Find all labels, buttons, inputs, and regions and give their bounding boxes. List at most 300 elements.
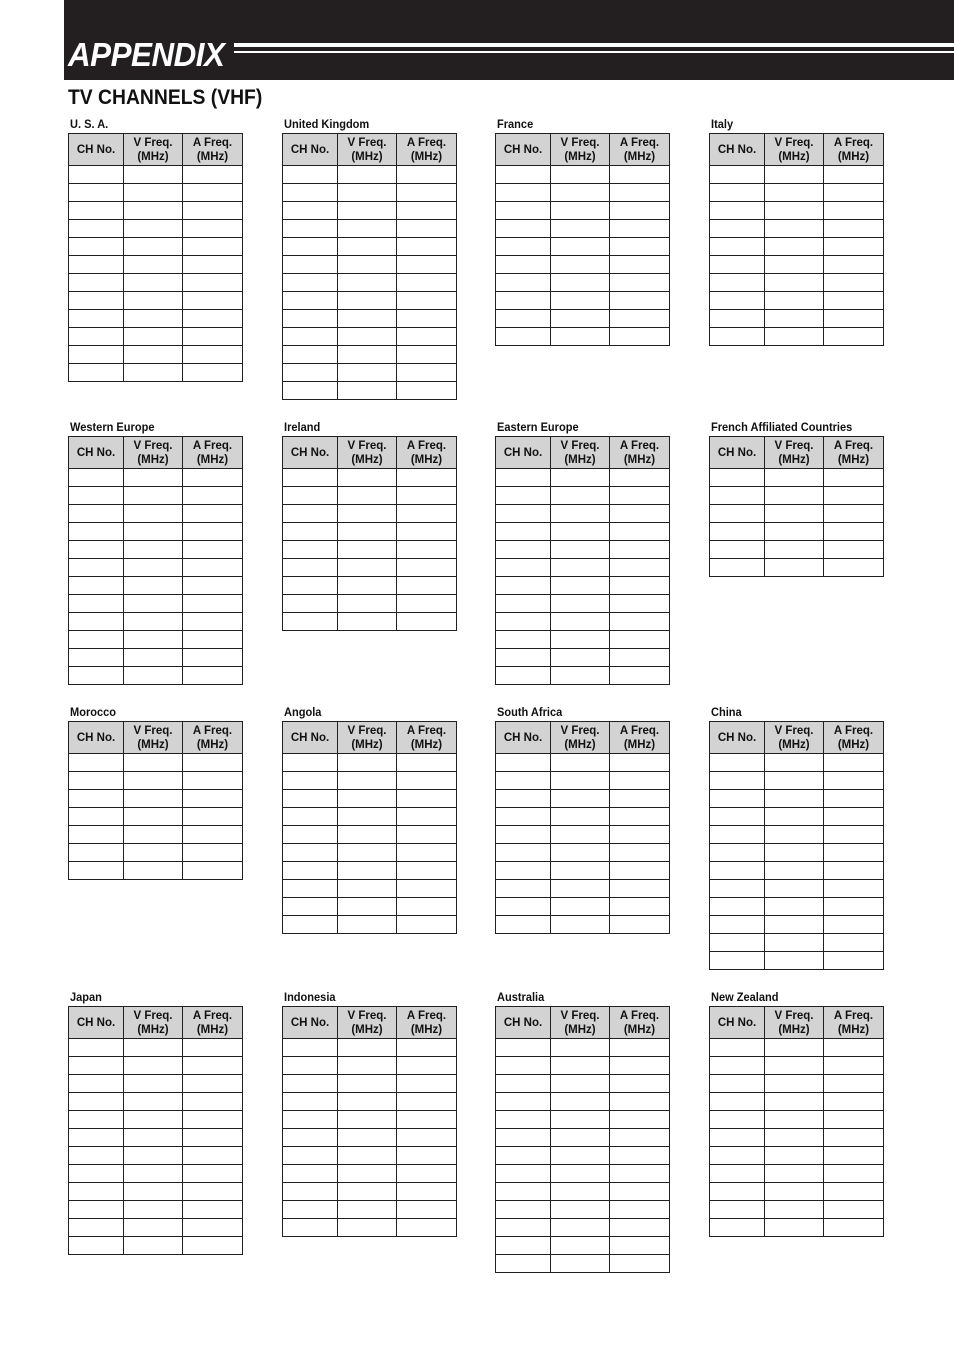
table-row [496, 1039, 670, 1057]
a-freq-cell [183, 631, 243, 649]
a-freq-cell [183, 577, 243, 595]
table-row [69, 772, 243, 790]
ch-no-cell [69, 505, 124, 523]
a-freq-cell [183, 364, 243, 382]
a-freq-cell [397, 541, 457, 559]
v-freq-cell [124, 559, 183, 577]
a-freq-cell [610, 292, 670, 310]
v-freq-header: V Freq. (MHz) [551, 722, 610, 754]
ch-no-cell [69, 166, 124, 184]
table-row [496, 754, 670, 772]
table-row [496, 1219, 670, 1237]
a-freq-cell [397, 238, 457, 256]
v-freq-cell [338, 382, 397, 400]
a-freq-cell [610, 1237, 670, 1255]
table-row [710, 202, 884, 220]
table-row [710, 220, 884, 238]
table-row [496, 1075, 670, 1093]
a-freq-cell [824, 184, 884, 202]
ch-no-cell [496, 844, 551, 862]
country-name: Italy [711, 117, 734, 131]
ch-no-cell [496, 1129, 551, 1147]
table-row [710, 808, 884, 826]
ch-no-cell [69, 1165, 124, 1183]
v-freq-cell [338, 274, 397, 292]
a-freq-cell [397, 1165, 457, 1183]
ch-no-cell [496, 523, 551, 541]
ch-no-cell [283, 577, 338, 595]
ch-no-cell [69, 364, 124, 382]
a-freq-header: A Freq. (MHz) [397, 134, 457, 166]
ch-no-cell [710, 844, 765, 862]
a-freq-cell [824, 772, 884, 790]
v-freq-cell [124, 862, 183, 880]
a-freq-cell [397, 826, 457, 844]
v-freq-cell [338, 166, 397, 184]
a-freq-cell [183, 559, 243, 577]
ch-no-cell [283, 790, 338, 808]
table-row [496, 790, 670, 808]
a-freq-cell [183, 772, 243, 790]
ch-no-header: CH No. [283, 1007, 338, 1039]
v-freq-cell [338, 1039, 397, 1057]
table-row [69, 577, 243, 595]
a-freq-cell [183, 667, 243, 685]
country-table-block [282, 117, 456, 400]
a-freq-cell [397, 772, 457, 790]
table-row [283, 523, 457, 541]
v-freq-cell [551, 577, 610, 595]
ch-no-cell [496, 1111, 551, 1129]
ch-no-cell [283, 1201, 338, 1219]
ch-no-cell [496, 328, 551, 346]
v-freq-header: V Freq. (MHz) [338, 1007, 397, 1039]
ch-no-cell [496, 1147, 551, 1165]
table-header-row [710, 437, 884, 469]
v-freq-cell [765, 952, 824, 970]
a-freq-cell [824, 1093, 884, 1111]
v-freq-cell [338, 541, 397, 559]
v-freq-cell [338, 754, 397, 772]
v-freq-header: V Freq. (MHz) [551, 1007, 610, 1039]
a-freq-cell [183, 256, 243, 274]
v-freq-cell [124, 754, 183, 772]
table-row [710, 1129, 884, 1147]
ch-no-cell [283, 862, 338, 880]
v-freq-header: V Freq. (MHz) [765, 134, 824, 166]
v-freq-cell [338, 1219, 397, 1237]
a-freq-cell [183, 862, 243, 880]
table-row [283, 382, 457, 400]
a-freq-header: A Freq. (MHz) [824, 437, 884, 469]
ch-no-cell [283, 505, 338, 523]
country-name: Japan [70, 990, 102, 1004]
a-freq-cell [183, 1093, 243, 1111]
table-row [283, 220, 457, 238]
table-row [710, 184, 884, 202]
table-row [710, 1039, 884, 1057]
a-freq-cell [610, 559, 670, 577]
ch-no-cell [69, 1183, 124, 1201]
a-freq-cell [183, 469, 243, 487]
ch-no-cell [69, 328, 124, 346]
a-freq-cell [610, 790, 670, 808]
ch-no-cell [496, 238, 551, 256]
ch-no-cell [496, 184, 551, 202]
ch-no-cell [496, 1219, 551, 1237]
a-freq-cell [397, 274, 457, 292]
v-freq-cell [338, 880, 397, 898]
v-freq-cell [551, 469, 610, 487]
v-freq-cell [765, 772, 824, 790]
v-freq-cell [124, 808, 183, 826]
ch-no-cell [69, 631, 124, 649]
a-freq-cell [610, 595, 670, 613]
table-row [496, 880, 670, 898]
ch-no-cell [69, 826, 124, 844]
v-freq-header: V Freq. (MHz) [124, 437, 183, 469]
ch-no-cell [496, 487, 551, 505]
v-freq-cell [551, 505, 610, 523]
a-freq-cell [610, 1183, 670, 1201]
country-table-block [282, 705, 456, 934]
table-row [710, 166, 884, 184]
ch-no-cell [69, 1057, 124, 1075]
ch-no-cell [710, 292, 765, 310]
a-freq-cell [610, 238, 670, 256]
a-freq-header: A Freq. (MHz) [183, 1007, 243, 1039]
a-freq-cell [824, 898, 884, 916]
table-row [69, 274, 243, 292]
ch-no-cell [69, 292, 124, 310]
a-freq-cell [183, 220, 243, 238]
ch-no-cell [283, 274, 338, 292]
a-freq-cell [183, 808, 243, 826]
a-freq-cell [183, 1237, 243, 1255]
a-freq-cell [824, 1201, 884, 1219]
a-freq-cell [824, 256, 884, 274]
v-freq-cell [551, 1183, 610, 1201]
table-row [69, 256, 243, 274]
v-freq-cell [765, 328, 824, 346]
ch-no-cell [283, 1111, 338, 1129]
ch-no-cell [496, 1039, 551, 1057]
v-freq-cell [765, 826, 824, 844]
a-freq-cell [824, 238, 884, 256]
a-freq-cell [397, 1183, 457, 1201]
table-row [283, 826, 457, 844]
a-freq-header: A Freq. (MHz) [610, 134, 670, 166]
v-freq-cell [124, 310, 183, 328]
ch-no-cell [710, 952, 765, 970]
table-row [496, 541, 670, 559]
a-freq-cell [824, 487, 884, 505]
table-row [283, 364, 457, 382]
ch-no-cell [69, 577, 124, 595]
table-row [69, 292, 243, 310]
table-row [283, 595, 457, 613]
table-row [69, 1219, 243, 1237]
table-row [69, 1183, 243, 1201]
v-freq-header: V Freq. (MHz) [124, 134, 183, 166]
a-freq-cell [824, 862, 884, 880]
table-row [710, 1147, 884, 1165]
table-row [496, 256, 670, 274]
table-row [283, 898, 457, 916]
ch-no-cell [496, 862, 551, 880]
ch-no-cell [283, 166, 338, 184]
table-row [283, 346, 457, 364]
table-row [496, 667, 670, 685]
country-table-block [495, 990, 669, 1273]
v-freq-header: V Freq. (MHz) [338, 134, 397, 166]
table-row [496, 1147, 670, 1165]
channel-frequency-table [495, 133, 670, 346]
ch-no-cell [710, 274, 765, 292]
ch-no-header: CH No. [710, 1007, 765, 1039]
ch-no-cell [69, 238, 124, 256]
ch-no-cell [283, 1219, 338, 1237]
channel-frequency-table [709, 133, 884, 346]
v-freq-cell [338, 310, 397, 328]
ch-no-cell [710, 862, 765, 880]
country-name: Morocco [70, 705, 117, 719]
table-row [69, 826, 243, 844]
a-freq-cell [183, 523, 243, 541]
a-freq-cell [183, 1075, 243, 1093]
country-table-block [68, 420, 242, 685]
a-freq-cell [183, 595, 243, 613]
v-freq-header: V Freq. (MHz) [124, 1007, 183, 1039]
table-row [283, 1219, 457, 1237]
a-freq-cell [610, 184, 670, 202]
a-freq-cell [397, 382, 457, 400]
v-freq-cell [551, 649, 610, 667]
table-header-row [710, 722, 884, 754]
a-freq-cell [824, 1075, 884, 1093]
table-row [496, 862, 670, 880]
a-freq-cell [397, 1057, 457, 1075]
v-freq-cell [124, 649, 183, 667]
table-row [496, 487, 670, 505]
ch-no-cell [69, 808, 124, 826]
v-freq-cell [338, 184, 397, 202]
v-freq-cell [124, 826, 183, 844]
ch-no-cell [283, 1093, 338, 1111]
a-freq-cell [824, 934, 884, 952]
table-row [710, 1075, 884, 1093]
v-freq-cell [338, 1093, 397, 1111]
v-freq-cell [124, 1165, 183, 1183]
a-freq-cell [183, 754, 243, 772]
v-freq-cell [551, 826, 610, 844]
table-header-row [496, 722, 670, 754]
v-freq-cell [338, 1111, 397, 1129]
a-freq-cell [824, 1111, 884, 1129]
ch-no-cell [496, 667, 551, 685]
table-row [69, 328, 243, 346]
table-row [710, 256, 884, 274]
country-name: China [711, 705, 742, 719]
v-freq-cell [765, 292, 824, 310]
ch-no-header: CH No. [710, 722, 765, 754]
v-freq-cell [124, 469, 183, 487]
a-freq-cell [183, 346, 243, 364]
table-row [69, 469, 243, 487]
v-freq-cell [124, 505, 183, 523]
v-freq-cell [765, 1201, 824, 1219]
a-freq-cell [183, 184, 243, 202]
v-freq-cell [124, 274, 183, 292]
table-row [710, 1183, 884, 1201]
ch-no-cell [69, 1201, 124, 1219]
v-freq-cell [124, 1147, 183, 1165]
v-freq-cell [124, 541, 183, 559]
ch-no-cell [69, 487, 124, 505]
v-freq-cell [124, 1093, 183, 1111]
v-freq-cell [338, 364, 397, 382]
table-row [69, 1237, 243, 1255]
ch-no-cell [710, 1057, 765, 1075]
v-freq-cell [124, 1183, 183, 1201]
v-freq-cell [338, 772, 397, 790]
table-header-row [69, 722, 243, 754]
v-freq-cell [765, 256, 824, 274]
ch-no-cell [710, 238, 765, 256]
v-freq-cell [551, 220, 610, 238]
a-freq-cell [183, 505, 243, 523]
ch-no-cell [710, 1111, 765, 1129]
ch-no-cell [69, 1129, 124, 1147]
v-freq-cell [551, 631, 610, 649]
channel-frequency-table [282, 133, 457, 400]
v-freq-cell [765, 844, 824, 862]
a-freq-cell [824, 523, 884, 541]
a-freq-cell [397, 256, 457, 274]
table-row [69, 1111, 243, 1129]
table-row [710, 952, 884, 970]
ch-no-cell [69, 1147, 124, 1165]
a-freq-cell [397, 220, 457, 238]
table-row [710, 559, 884, 577]
v-freq-cell [338, 523, 397, 541]
a-freq-cell [610, 1147, 670, 1165]
a-freq-cell [610, 1075, 670, 1093]
table-row [710, 790, 884, 808]
v-freq-cell [338, 1201, 397, 1219]
table-row [69, 541, 243, 559]
v-freq-cell [338, 916, 397, 934]
ch-no-cell [710, 790, 765, 808]
page-title: APPENDIX [68, 36, 225, 73]
a-freq-cell [610, 844, 670, 862]
ch-no-cell [283, 346, 338, 364]
v-freq-cell [551, 1219, 610, 1237]
v-freq-cell [338, 844, 397, 862]
a-freq-cell [610, 1039, 670, 1057]
a-freq-cell [183, 1147, 243, 1165]
a-freq-cell [824, 559, 884, 577]
ch-no-cell [710, 487, 765, 505]
a-freq-cell [610, 1201, 670, 1219]
a-freq-cell [183, 487, 243, 505]
ch-no-cell [69, 1111, 124, 1129]
a-freq-cell [397, 310, 457, 328]
table-row [283, 1093, 457, 1111]
a-freq-cell [397, 166, 457, 184]
v-freq-cell [551, 772, 610, 790]
a-freq-header: A Freq. (MHz) [183, 134, 243, 166]
ch-no-cell [496, 1057, 551, 1075]
table-row [283, 790, 457, 808]
v-freq-cell [338, 346, 397, 364]
a-freq-cell [397, 202, 457, 220]
ch-no-cell [710, 523, 765, 541]
table-row [283, 310, 457, 328]
ch-no-cell [69, 1093, 124, 1111]
ch-no-header: CH No. [710, 437, 765, 469]
v-freq-cell [765, 880, 824, 898]
v-freq-cell [338, 826, 397, 844]
ch-no-cell [496, 880, 551, 898]
a-freq-cell [183, 1039, 243, 1057]
ch-no-cell [283, 1057, 338, 1075]
a-freq-cell [610, 772, 670, 790]
table-row [710, 487, 884, 505]
table-row [283, 469, 457, 487]
table-row [496, 1237, 670, 1255]
country-name: United Kingdom [284, 117, 370, 131]
v-freq-cell [124, 613, 183, 631]
a-freq-cell [824, 1129, 884, 1147]
ch-no-cell [283, 808, 338, 826]
ch-no-cell [710, 328, 765, 346]
table-row [496, 1183, 670, 1201]
v-freq-cell [765, 1039, 824, 1057]
table-row [710, 898, 884, 916]
v-freq-cell [551, 1039, 610, 1057]
table-row [69, 184, 243, 202]
table-row [69, 1201, 243, 1219]
v-freq-cell [124, 1129, 183, 1147]
table-row [496, 916, 670, 934]
ch-no-header: CH No. [496, 722, 551, 754]
v-freq-cell [765, 1075, 824, 1093]
a-freq-cell [610, 202, 670, 220]
v-freq-cell [124, 1237, 183, 1255]
v-freq-cell [551, 559, 610, 577]
table-row [496, 220, 670, 238]
table-row [69, 649, 243, 667]
v-freq-header: V Freq. (MHz) [765, 722, 824, 754]
ch-no-cell [710, 1201, 765, 1219]
ch-no-cell [496, 826, 551, 844]
table-row [496, 577, 670, 595]
table-header-row [69, 134, 243, 166]
ch-no-cell [69, 844, 124, 862]
header-rule [234, 43, 954, 47]
country-table-block [282, 420, 456, 631]
a-freq-cell [610, 667, 670, 685]
v-freq-cell [551, 613, 610, 631]
ch-no-cell [496, 1183, 551, 1201]
v-freq-cell [551, 487, 610, 505]
table-row [283, 754, 457, 772]
ch-no-header: CH No. [283, 134, 338, 166]
v-freq-cell [124, 256, 183, 274]
a-freq-cell [397, 790, 457, 808]
a-freq-cell [824, 844, 884, 862]
